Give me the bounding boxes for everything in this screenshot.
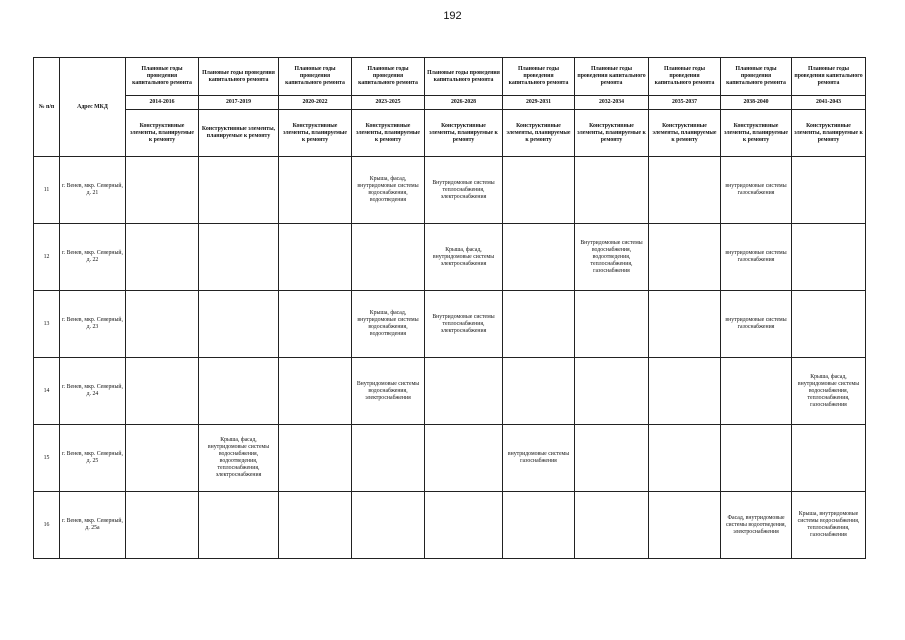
elements-title-8: Конструктивные элементы, планируемые к ремонту [649, 110, 721, 157]
repair-cell [279, 358, 352, 425]
repair-cell [199, 157, 279, 224]
row-number: 12 [34, 224, 60, 291]
repair-cell [575, 492, 649, 559]
repair-cell [649, 224, 721, 291]
repair-cell: внутридомовые системы газоснабжения [721, 157, 792, 224]
repair-cell: Внутридомовые системы теплоснабжения, электроснабжения [425, 157, 503, 224]
period-years-8: 2035-2037 [649, 96, 721, 110]
elements-title-6: Конструктивные элементы, планируемые к ремонту [503, 110, 575, 157]
table-row [34, 157, 866, 224]
period-title-9: Плановые годы проведения капитального ремонта [721, 58, 792, 96]
repair-cell [352, 425, 425, 492]
repair-cell [279, 425, 352, 492]
repair-cell: внутридомовые системы газоснабжения [721, 224, 792, 291]
repair-cell [199, 358, 279, 425]
elements-title-3: Конструктивные элементы, планируемые к ремонту [279, 110, 352, 157]
repair-cell: Крыша, фасад, внутридомовые системы водоснабжения, водоотведения, теплоснабжения, электроснабжения [199, 425, 279, 492]
repair-cell [649, 492, 721, 559]
repair-cell [126, 291, 199, 358]
elements-title-1: Конструктивные элементы, планируемые к ремонту [126, 110, 199, 157]
repair-cell [126, 224, 199, 291]
repair-cell: Крыша, фасад, внутридомовые системы водоснабжения, теплоснабжения, газоснабжения [792, 358, 866, 425]
repair-cell: Внутридомовые системы водоснабжения, электроснабжения [352, 358, 425, 425]
period-years-4: 2023-2025 [352, 96, 425, 110]
period-title-2: Плановые годы проведения капитального ремонта [199, 58, 279, 96]
repair-cell [279, 492, 352, 559]
repair-cell [279, 291, 352, 358]
period-title-6: Плановые годы проведения капитального ремонта [503, 58, 575, 96]
repair-cell [575, 425, 649, 492]
repair-cell: Крыша, фасад, внутридомовые системы водоснабжения, водоотведения [352, 291, 425, 358]
table-row [34, 425, 866, 492]
table-row [34, 291, 866, 358]
repair-cell [721, 358, 792, 425]
header-row-elements [34, 110, 866, 157]
repair-cell [503, 157, 575, 224]
elements-title-7: Конструктивные элементы, планируемые к ремонту [575, 110, 649, 157]
repair-cell [649, 358, 721, 425]
period-years-6: 2029-2031 [503, 96, 575, 110]
elements-title-10: Конструктивные элементы, планируемые к ремонту [792, 110, 866, 157]
repair-cell [575, 291, 649, 358]
period-title-8: Плановые годы проведения капитального ремонта [649, 58, 721, 96]
period-years-10: 2041-2043 [792, 96, 866, 110]
repair-cell: Крыша, внутридомовые системы водоснабжения, теплоснабжения, газоснабжения [792, 492, 866, 559]
repair-cell [792, 157, 866, 224]
repair-cell [792, 425, 866, 492]
repair-cell: внутридомовые системы газоснабжения [503, 425, 575, 492]
page-number: 192 [443, 10, 462, 22]
period-years-2: 2017-2019 [199, 96, 279, 110]
elements-title-4: Конструктивные элементы, планируемые к ремонту [352, 110, 425, 157]
repair-cell [721, 425, 792, 492]
row-number: 14 [34, 358, 60, 425]
repair-cell [126, 425, 199, 492]
repair-cell: Крыша, фасад, внутридомовые системы электроснабжения [425, 224, 503, 291]
row-address: г. Венев, мкр. Северный, д. 22 [60, 224, 126, 291]
elements-title-5: Конструктивные элементы, планируемые к ремонту [425, 110, 503, 157]
row-address: г. Венев, мкр. Северный, д. 23 [60, 291, 126, 358]
row-address: г. Венев, мкр. Северный, д. 24 [60, 358, 126, 425]
repair-cell [126, 157, 199, 224]
elements-title-2: Конструктивные элементы, планируемые к ремонту [199, 110, 279, 157]
repair-cell [126, 358, 199, 425]
period-title-3: Плановые годы проведения капитального ремонта [279, 58, 352, 96]
repair-cell [575, 358, 649, 425]
repair-cell [352, 224, 425, 291]
repair-cell: Фасад, внутридомовые системы водоотведения, электроснабжения [721, 492, 792, 559]
row-number: 11 [34, 157, 60, 224]
period-years-7: 2032-2034 [575, 96, 649, 110]
repair-cell [126, 492, 199, 559]
repair-cell [649, 157, 721, 224]
repair-cell [649, 425, 721, 492]
row-address: г. Венев, мкр. Северный, д. 21 [60, 157, 126, 224]
elements-title-9: Конструктивные элементы, планируемые к ремонту [721, 110, 792, 157]
period-years-3: 2020-2022 [279, 96, 352, 110]
period-title-10: Плановые годы проведения капитального ремонта [792, 58, 866, 96]
table-row [34, 224, 866, 291]
repair-cell: Крыша, фасад, внутридомовые системы водоснабжения, водоотведения [352, 157, 425, 224]
repair-cell: внутридомовые системы газоснабжения [721, 291, 792, 358]
period-years-1: 2014-2016 [126, 96, 199, 110]
repair-cell [199, 291, 279, 358]
repair-cell [199, 224, 279, 291]
row-address: г. Венев, мкр. Северный, д. 25а [60, 492, 126, 559]
period-years-5: 2026-2028 [425, 96, 503, 110]
repair-cell [792, 224, 866, 291]
period-title-1: Плановые годы проведения капитального ремонта [126, 58, 199, 96]
repair-cell [425, 492, 503, 559]
row-address: г. Венев, мкр. Северный, д. 25 [60, 425, 126, 492]
repair-cell: Внутридомовые системы водоснабжения, водоотведения, теплоснабжения, газоснабжения [575, 224, 649, 291]
repair-cell [279, 224, 352, 291]
period-title-4: Плановые годы проведения капитального ремонта [352, 58, 425, 96]
repair-cell [279, 157, 352, 224]
repair-cell: Внутридомовые системы теплоснабжения, электроснабжения [425, 291, 503, 358]
repair-cell [503, 291, 575, 358]
row-number: 16 [34, 492, 60, 559]
repair-cell [649, 291, 721, 358]
table-row [34, 358, 866, 425]
column-header-address: Адрес МКД [60, 58, 126, 157]
repair-cell [425, 358, 503, 425]
repair-cell [352, 492, 425, 559]
repair-cell [503, 492, 575, 559]
period-title-7: Плановые годы проведения капитального ремонта [575, 58, 649, 96]
repair-cell [792, 291, 866, 358]
period-title-5: Плановые годы проведения капитального ремонта [425, 58, 503, 96]
repair-cell [575, 157, 649, 224]
row-number: 13 [34, 291, 60, 358]
header-row-years [34, 96, 866, 110]
row-number: 15 [34, 425, 60, 492]
repair-cell [425, 425, 503, 492]
capital-repair-plan-table [33, 57, 866, 559]
repair-cell [503, 358, 575, 425]
header-row-titles [34, 58, 866, 96]
repair-cell [199, 492, 279, 559]
column-header-num: № п/п [34, 58, 60, 157]
repair-cell [503, 224, 575, 291]
period-years-9: 2038-2040 [721, 96, 792, 110]
table-row [34, 492, 866, 559]
